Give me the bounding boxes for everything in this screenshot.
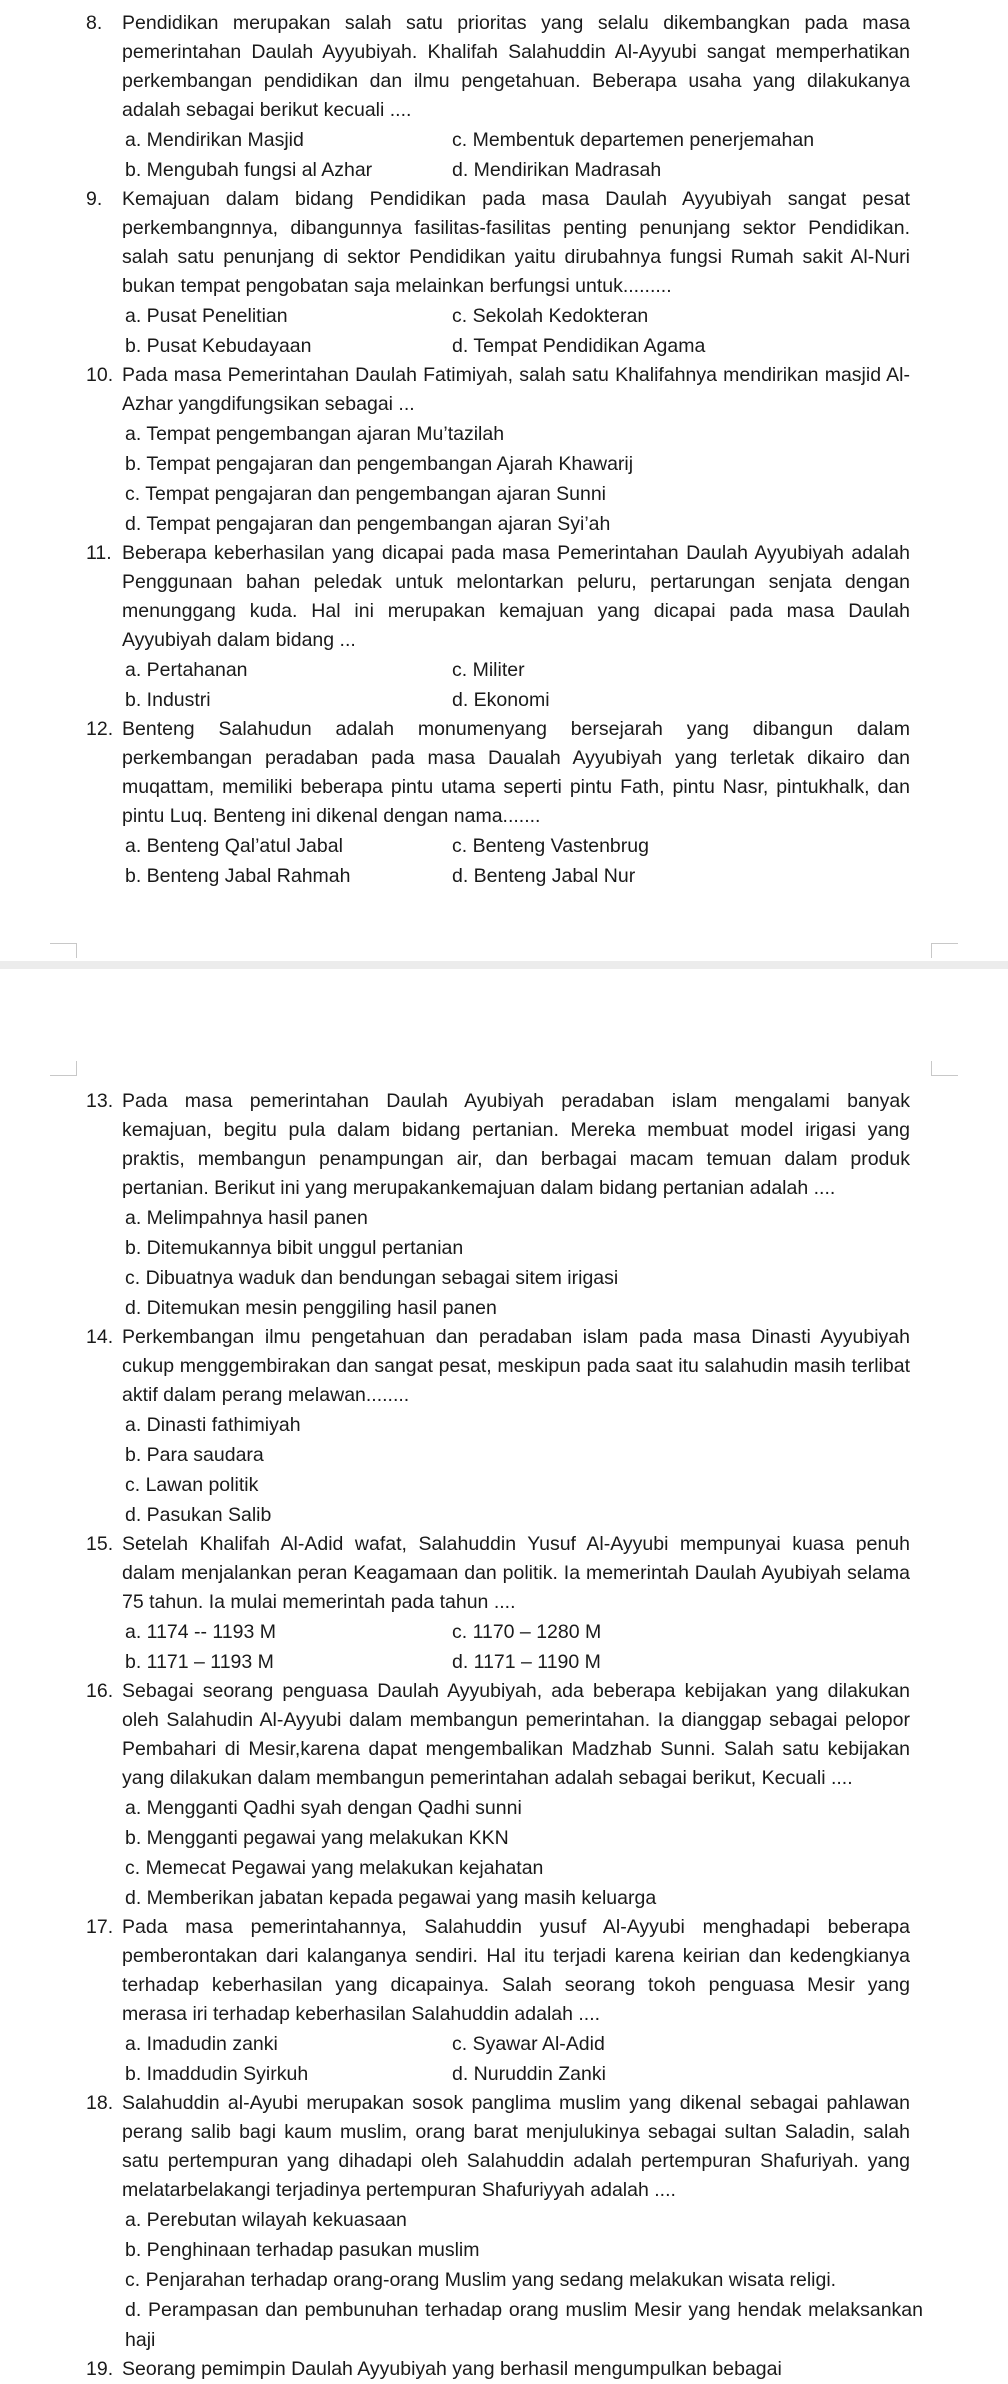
- question-text: Pada masa pemerintahannya, Salahuddin yusuf Al-Ayyubi menghadapi beberapa pemberontakan dari kalanganya sendiri. Hal itu terjadi karena keirian dan kedengkianya terhadap keberhasilan yang dicapainya. Salah seorang tokoh penguasa Mesir yang merasa iri terhadap keberhasilan Salahuddin adalah ....: [122, 1916, 910, 2025]
- question-text: Perkembangan ilmu pengetahuan dan peradaban islam pada masa Dinasti Ayyubiyah cukup menggembirakan dan sangat pesat, meskipun pada saat itu salahudin masih terlibat aktif dalam perang melawan........: [122, 1326, 910, 1406]
- option-d[interactable]: d. Ditemukan mesin penggiling hasil panen: [125, 1297, 497, 1319]
- question-14-stem: [0, 1323, 1008, 1410]
- option-a[interactable]: a. 1174 -- 1193 M: [125, 1621, 277, 1643]
- question-number: 13.: [86, 1090, 114, 1112]
- crop-mark-bottom-right: [931, 1061, 958, 1076]
- option-d[interactable]: d. Tempat pengajaran dan pengembangan ajaran Syi’ah: [125, 513, 611, 535]
- option-a[interactable]: a. Imadudin zanki: [125, 2033, 278, 2055]
- option-b[interactable]: b. Imaddudin Syirkuh: [125, 2063, 309, 2085]
- options: [0, 125, 1008, 185]
- question-10: [0, 361, 1008, 539]
- question-9: [0, 185, 1008, 361]
- question-text: Sebagai seorang penguasa Daulah Ayyubiyah, ada beberapa kebijakan yang dilakukan oleh Salahudin Al-Ayyubi dalam membangun pemerintahan. Ia dianggap sebagai pelopor Pembahari di Mesir,karena dapat mengembalikan Madzhab Sunni. Salah satu kebijakan yang dilakukan dalam membangun pemerintahan adalah sebagai berikut, Kecuali ....: [122, 1680, 910, 1789]
- option-c[interactable]: c. Militer: [452, 659, 525, 681]
- option-c[interactable]: c. Dibuatnya waduk dan bendungan sebagai sitem irigasi: [125, 1267, 619, 1289]
- question-8-stem: [0, 9, 1008, 125]
- option-c[interactable]: c. Tempat pengajaran dan pengembangan ajaran Sunni: [125, 483, 607, 505]
- option-a[interactable]: a. Mendirikan Masjid: [125, 129, 304, 151]
- crop-mark-top-left: [50, 943, 77, 958]
- question-number: 12.: [86, 718, 114, 740]
- options: [0, 1410, 1008, 1530]
- crop-mark-bottom-left: [50, 1061, 77, 1076]
- question-14: [0, 1323, 1008, 1530]
- question-number: 9.: [86, 188, 103, 210]
- question-16-stem: [0, 1677, 1008, 1793]
- option-c[interactable]: c. Memecat Pegawai yang melakukan kejahatan: [125, 1857, 544, 1879]
- question-number: 10.: [86, 364, 114, 386]
- option-d[interactable]: d. Mendirikan Madrasah: [452, 159, 662, 181]
- options: [0, 655, 1008, 715]
- page-2: [0, 1087, 1008, 2384]
- option-b[interactable]: b. Industri: [125, 689, 211, 711]
- question-16: [0, 1677, 1008, 1913]
- options: [0, 301, 1008, 361]
- option-d[interactable]: d. Tempat Pendidikan Agama: [452, 335, 706, 357]
- question-19-stem: [0, 2355, 1008, 2384]
- options: [0, 2029, 1008, 2089]
- question-12-stem: [0, 715, 1008, 831]
- option-d[interactable]: d. Ekonomi: [452, 689, 550, 711]
- option-a[interactable]: a. Pusat Penelitian: [125, 305, 288, 327]
- option-c[interactable]: c. Syawar Al-Adid: [452, 2033, 605, 2055]
- question-number: 19.: [86, 2358, 114, 2380]
- option-c[interactable]: c. 1170 – 1280 M: [452, 1621, 602, 1643]
- question-number: 8.: [86, 12, 103, 34]
- question-17: [0, 1913, 1008, 2089]
- question-text: Seorang pemimpin Daulah Ayyubiyah yang berhasil mengumpulkan bebagai: [122, 2358, 782, 2380]
- options: [0, 1793, 1008, 1913]
- question-18-stem: [0, 2089, 1008, 2205]
- option-d[interactable]: d. 1171 – 1190 M: [452, 1651, 601, 1673]
- question-text: Pada masa pemerintahan Daulah Ayubiyah peradaban islam mengalami banyak kemajuan, begitu pula dalam bidang pertanian. Mereka membuat model irigasi yang praktis, membangun penampungan air, dan berbagai macam temuan dalam produk pertanian. Berikut ini yang merupakankemajuan dalam bidang pertanian adalah ....: [122, 1090, 910, 1199]
- option-a[interactable]: a. Pertahanan: [125, 659, 248, 681]
- question-number: 11.: [86, 542, 112, 564]
- option-a[interactable]: a. Melimpahnya hasil panen: [125, 1207, 368, 1229]
- question-11: [0, 539, 1008, 715]
- question-18: [0, 2089, 1008, 2355]
- question-text: Beberapa keberhasilan yang dicapai pada masa Pemerintahan Daulah Ayyubiyah adalah Penggunaan bahan peledak untuk melontarkan peluru, pertarungan senjata dengan menunggang kuda. Hal ini merupakan kemajuan yang dicapai pada masa Daulah Ayyubiyah dalam bidang ...: [122, 542, 910, 651]
- question-9-stem: [0, 185, 1008, 301]
- option-a[interactable]: a. Benteng Qal’atul Jabal: [125, 835, 343, 857]
- question-13: [0, 1087, 1008, 1323]
- question-number: 18.: [86, 2092, 114, 2114]
- option-b[interactable]: b. Ditemukannya bibit unggul pertanian: [125, 1237, 464, 1259]
- option-d[interactable]: d. Perampasan dan pembunuhan terhadap orang muslim Mesir yang hendak melaksankan haji: [125, 2299, 923, 2351]
- question-text: Kemajuan dalam bidang Pendidikan pada masa Daulah Ayyubiyah sangat pesat perkembangnnya, dibangunnya fasilitas-fasilitas penting penunjang sektor Pendidikan. salah satu penunjang di sektor Pendidikan yaitu dirubahnya fungsi Rumah sakit Al-Nuri bukan tempat pengobatan saja melainkan berfungsi untuk.........: [122, 188, 910, 297]
- option-d[interactable]: d. Memberikan jabatan kepada pegawai yang masih keluarga: [125, 1887, 657, 1909]
- option-c[interactable]: c. Lawan politik: [125, 1474, 259, 1496]
- question-text: Pada masa Pemerintahan Daulah Fatimiyah, salah satu Khalifahnya mendirikan masjid Al-Azhar yangdifungsikan sebagai ...: [122, 364, 910, 415]
- question-13-stem: [0, 1087, 1008, 1203]
- option-a[interactable]: a. Tempat pengembangan ajaran Mu’tazilah: [125, 423, 505, 445]
- option-a[interactable]: a. Mengganti Qadhi syah dengan Qadhi sunni: [125, 1797, 522, 1819]
- option-b[interactable]: b. Benteng Jabal Rahmah: [125, 865, 351, 887]
- page-separator: [0, 891, 1008, 1087]
- question-text: Salahuddin al-Ayubi merupakan sosok panglima muslim yang dikenal sebagai pahlawan perang salib bagi kaum muslim, orang barat menjulukinya sebagai sultan Saladin, salah satu pertempuran yang dihadapi oleh Salahuddin adalah pertempuran Shafuriyah. yang melatarbelakangi terjadinya pertempuran Shafuriyyah adalah ....: [122, 2092, 910, 2201]
- question-10-stem: [0, 361, 1008, 419]
- option-b[interactable]: b. Pusat Kebudayaan: [125, 335, 312, 357]
- question-number: 15.: [86, 1533, 114, 1555]
- options: [0, 419, 1008, 539]
- options: [0, 1617, 1008, 1677]
- question-12: [0, 715, 1008, 891]
- question-text: Benteng Salahudun adalah monumenyang bersejarah yang dibangun dalam perkembangan peradaban pada masa Daualah Ayyubiyah yang terletak dikairo dan muqattam, memiliki beberapa pintu utama seperti pintu Fath, pintu Nasr, pintukhalk, dan pintu Luq. Benteng ini dikenal dengan nama.......: [122, 718, 910, 827]
- options: [0, 831, 1008, 891]
- question-number: 17.: [86, 1916, 114, 1938]
- crop-mark-top-right: [931, 943, 958, 958]
- option-c[interactable]: c. Penjarahan terhadap orang-orang Muslim yang sedang melakukan wisata religi.: [125, 2269, 837, 2291]
- option-d[interactable]: d. Pasukan Salib: [125, 1504, 272, 1526]
- option-b[interactable]: b. Mengubah fungsi al Azhar: [125, 159, 373, 181]
- question-number: 14.: [86, 1326, 114, 1348]
- question-11-stem: [0, 539, 1008, 655]
- question-8: [0, 9, 1008, 185]
- option-b[interactable]: b. Tempat pengajaran dan pengembangan Ajarah Khawarij: [125, 453, 634, 475]
- page-1: [0, 0, 1008, 891]
- option-c[interactable]: c. Membentuk departemen penerjemahan: [452, 129, 815, 151]
- option-d[interactable]: d. Benteng Jabal Nur: [452, 865, 636, 887]
- option-c[interactable]: c. Sekolah Kedokteran: [452, 305, 649, 327]
- options: [0, 2205, 1008, 2355]
- question-number: 16.: [86, 1680, 114, 1702]
- question-text: Setelah Khalifah Al-Adid wafat, Salahuddin Yusuf Al-Ayyubi mempunyai kuasa penuh dalam menjalankan peran Keagamaan dan politik. Ia memerintah Daulah Ayubiyah selama 75 tahun. Ia mulai memerintah pada tahun ....: [122, 1533, 910, 1613]
- question-17-stem: [0, 1913, 1008, 2029]
- option-d[interactable]: d. Nuruddin Zanki: [452, 2063, 606, 2085]
- question-19: [0, 2355, 1008, 2384]
- option-a[interactable]: a. Perebutan wilayah kekuasaan: [125, 2209, 407, 2231]
- option-b[interactable]: b. Penghinaan terhadap pasukan muslim: [125, 2239, 480, 2261]
- question-15-stem: [0, 1530, 1008, 1617]
- option-b[interactable]: b. Mengganti pegawai yang melakukan KKN: [125, 1827, 509, 1849]
- option-b[interactable]: b. Para saudara: [125, 1444, 264, 1466]
- option-c[interactable]: c. Benteng Vastenbrug: [452, 835, 649, 857]
- question-15: [0, 1530, 1008, 1677]
- page-gap-band: [0, 961, 1008, 969]
- options: [0, 1203, 1008, 1323]
- option-a[interactable]: a. Dinasti fathimiyah: [125, 1414, 301, 1436]
- option-b[interactable]: b. 1171 – 1193 M: [125, 1651, 274, 1673]
- question-text: Pendidikan merupakan salah satu prioritas yang selalu dikembangkan pada masa pemerintahan Daulah Ayyubiyah. Khalifah Salahuddin Al-Ayyubi sangat memperhatikan perkembangan pendidikan dan ilmu pengetahuan. Beberapa usaha yang dilakukanya adalah sebagai berikut kecuali ....: [122, 12, 910, 121]
